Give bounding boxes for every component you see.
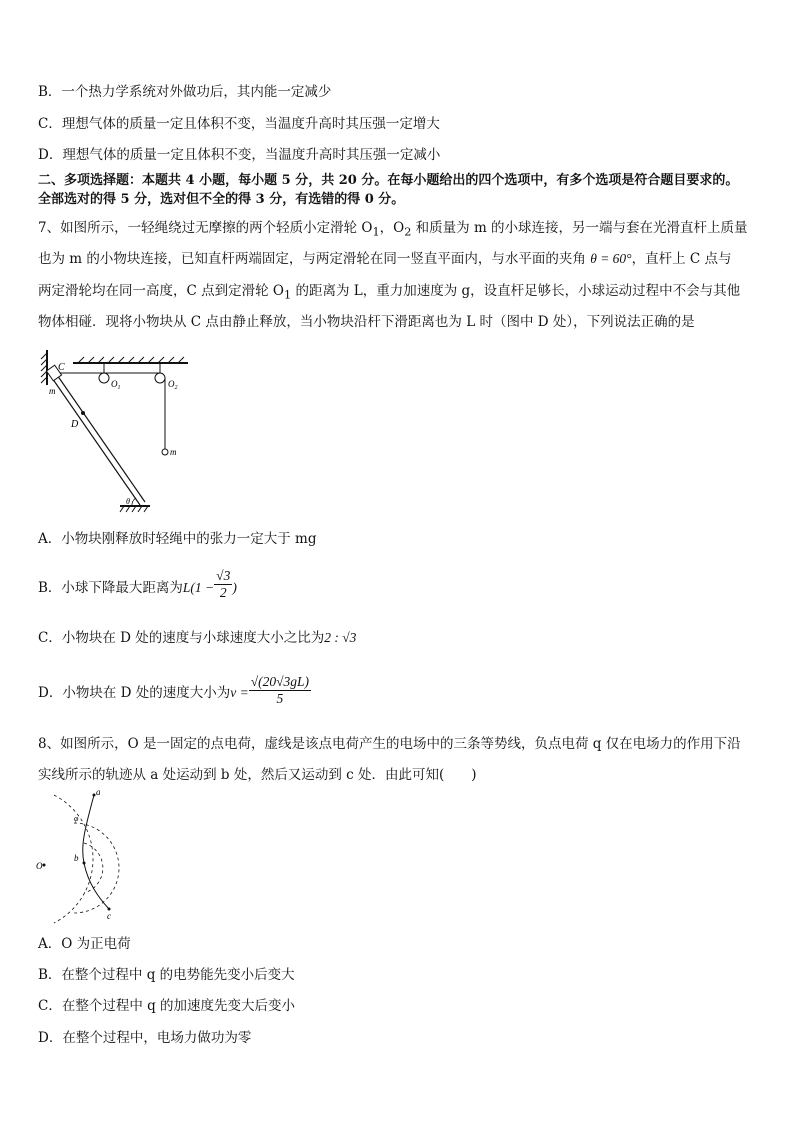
section2-instructions-line2: 全部选对的得 5 分，选对但不全的得 3 分，有选错的得 0 分。 xyxy=(38,192,405,207)
pulley-o1 xyxy=(99,373,109,383)
trajectory xyxy=(83,795,109,909)
q6-option-b: B．一个热力学系统对外做功后，其内能一定减少 xyxy=(38,84,332,100)
q8-field-figure xyxy=(34,785,134,925)
q8-stem-line1: 8、如图所示，O 是一固定的点电荷，虚线是该点电荷产生的电场中的三条等势线，负点电荷 q 仅在电场力的作用下沿 xyxy=(38,736,741,752)
q7-stem-line3: 两定滑轮均在同一高度，C 点到定滑轮 $O_1$ 的距离为 L，重力加速度为 g，设直杆足够长，小球运动过程中不会与其他 xyxy=(38,283,741,302)
pulley-o2 xyxy=(155,373,165,383)
label-b: b xyxy=(74,853,79,863)
q7-stem-line4: 物体相碰．现将小物块从 C 点由静止释放，当小物块沿杆下滑距离也为 L 时（图中 D 处），下列说法正确的是 xyxy=(38,314,695,330)
label-d: D xyxy=(71,419,79,430)
q8-option-c: C．在整个过程中 q 的加速度先变大后变小 xyxy=(38,998,296,1014)
point-charge-o xyxy=(43,864,46,867)
q8-option-d: D．在整个过程中，电场力做功为零 xyxy=(38,1030,252,1046)
label-c: c xyxy=(107,911,111,921)
label-a: a xyxy=(96,787,101,797)
label-c: C xyxy=(58,362,65,373)
q7-option-c: C．小物块在 D 处的速度与小球速度大小之比为2 : √3 xyxy=(38,630,357,646)
q6-option-d: D．理想气体的质量一定且体积不变，当温度升高时其压强一定减小 xyxy=(38,147,441,163)
label-m-block: m xyxy=(49,386,56,396)
section2-instructions-line1: 二、多项选择题：本题共 4 小题，每小题 5 分，共 20 分。在每小题给出的四个选项中，有多个选项是符合题目要求的。 xyxy=(38,173,739,188)
q7-option-d: D．小物块在 D 处的速度大小为v = $\frac{√(20√3gL)}{5}$ xyxy=(38,674,310,706)
hanging-ball xyxy=(162,449,168,455)
label-o2: $O_2$ xyxy=(168,379,178,391)
q7-pulley-figure xyxy=(38,345,198,515)
label-o1: $O_1$ xyxy=(111,379,121,391)
q7-stem-line1: 7、如图所示，一轻绳绕过无摩擦的两个轻质小定滑轮 $O_1$，$O_2$ 和质量为 m 的小球连接，另一端与套在光滑直杆上质量 xyxy=(38,220,748,239)
q7-option-a: A．小物块刚释放时轻绳中的张力一定大于 mg xyxy=(38,531,317,547)
q8-option-a: A．O 为正电荷 xyxy=(38,936,131,952)
label-phi: φ xyxy=(74,814,79,823)
q6-option-c: C．理想气体的质量一定且体积不变，当温度升高时其压强一定增大 xyxy=(38,116,440,132)
q8-stem-line2: 实线所示的轨迹从 a 处运动到 b 处，然后又运动到 c 处．由此可知( ) xyxy=(38,767,477,783)
q7-option-b: B．小球下降最大距离为L(1 − $\frac{√3}{2}$ ) xyxy=(38,568,237,600)
q8-option-b: B．在整个过程中 q 的电势能先变小后变大 xyxy=(38,967,295,983)
equipotential-inner xyxy=(84,843,103,893)
q7-stem-line2: 也为 m 的小物块连接，已知直杆两端固定，与两定滑轮在同一竖直平面内，与水平面的夹角 θ = 60°，直杆上 C 点与 xyxy=(38,251,732,267)
label-theta: θ xyxy=(126,497,130,506)
label-o: O xyxy=(36,861,43,871)
label-m-ball: m xyxy=(170,447,177,457)
point-d xyxy=(81,411,85,415)
